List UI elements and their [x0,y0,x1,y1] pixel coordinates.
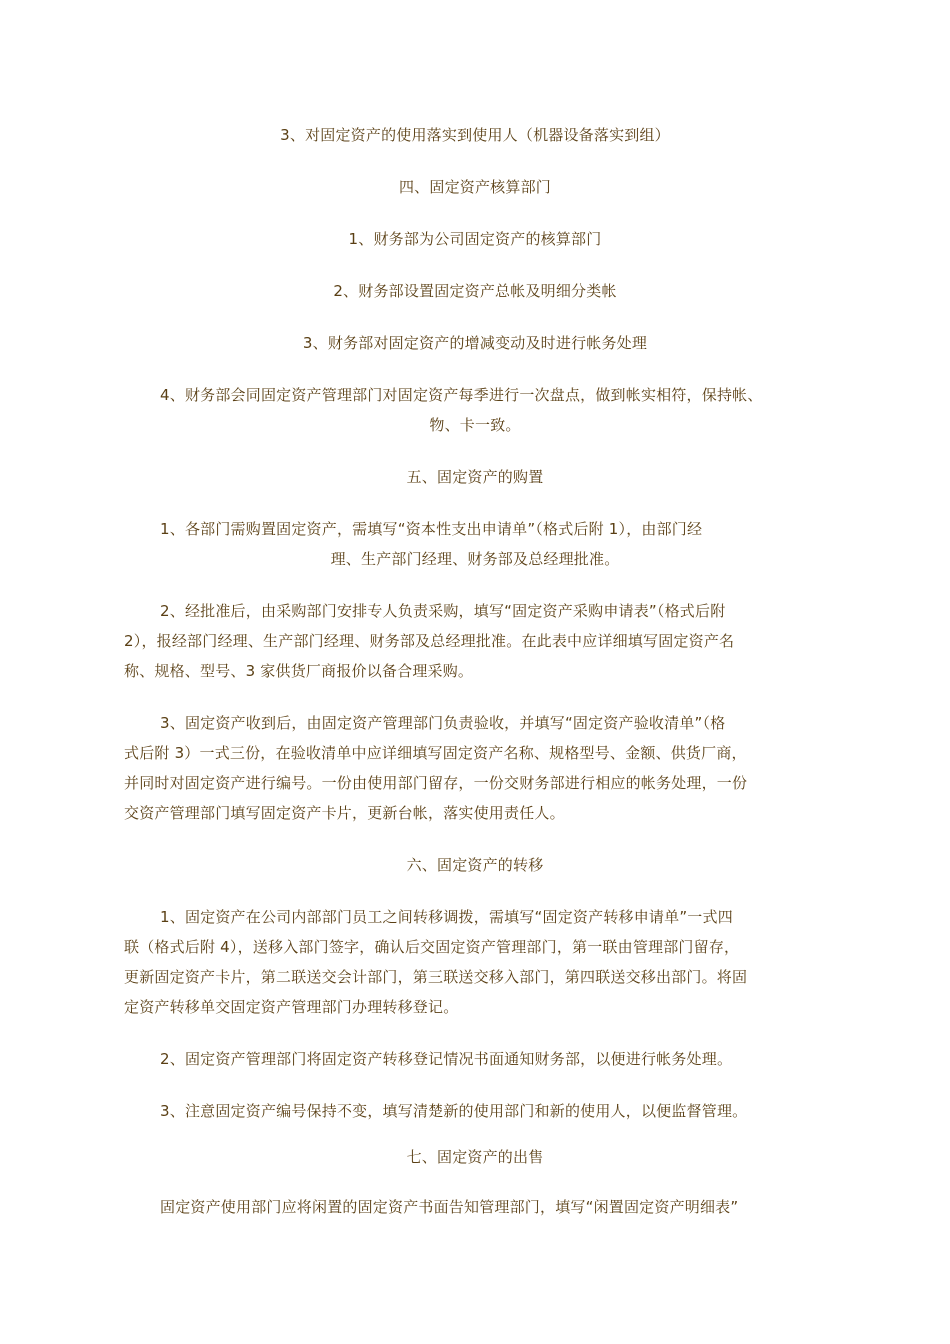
paragraph-line: 并同时对固定资产进行编号。一份由使用部门留存，一份交财务部进行相应的帐务处理，一份 [124,774,748,792]
section-heading: 七、固定资产的出售 [406,1148,544,1166]
section-heading: 五、固定资产的购置 [406,468,544,486]
paragraph-line: 理、生产部门经理、财务部及总经理批准。 [330,550,620,568]
paragraph-line: 2、财务部设置固定资产总帐及明细分类帐 [333,282,617,300]
paragraph-line: 3、注意固定资产编号保持不变，填写清楚新的使用部门和新的使用人，以便监督管理。 [160,1102,748,1120]
paragraph-line: 称、规格、型号、3 家供货厂商报价以备合理采购。 [124,662,474,680]
paragraph-line: 交资产管理部门填写固定资产卡片，更新台帐，落实使用责任人。 [124,804,565,822]
paragraph-line: 1、各部门需购置固定资产，需填写“资本性支出申请单”（格式后附 1），由部门经 [160,520,703,538]
section-heading: 六、固定资产的转移 [406,856,544,874]
paragraph-line: 3、固定资产收到后，由固定资产管理部门负责验收，并填写“固定资产验收清单”（格 [160,714,726,732]
paragraph-line: 2、固定资产管理部门将固定资产转移登记情况书面通知财务部，以便进行帐务处理。 [160,1050,733,1068]
paragraph-line: 2），报经部门经理、生产部门经理、财务部及总经理批准。在此表中应详细填写固定资产名 [124,632,735,650]
paragraph-line: 式后附 3）一式三份，在验收清单中应详细填写固定资产名称、规格型号、金额、供货厂商， [124,744,747,762]
paragraph-line: 3、财务部对固定资产的增减变动及时进行帐务处理 [302,334,648,352]
section-heading: 四、固定资产核算部门 [398,178,551,196]
paragraph-line: 固定资产使用部门应将闲置的固定资产书面告知管理部门，填写“闲置固定资产明细表” [160,1198,739,1216]
paragraph-line: 1、固定资产在公司内部部门员工之间转移调拨，需填写“固定资产转移申请单”一式四 [160,908,733,926]
paragraph-line: 联（格式后附 4），送移入部门签字，确认后交固定资产管理部门，第一联由管理部门留存， [124,938,740,956]
paragraph-line: 1、财务部为公司固定资产的核算部门 [348,230,602,248]
paragraph-line: 4、财务部会同固定资产管理部门对固定资产每季进行一次盘点，做到帐实相符，保持帐、 [160,386,763,404]
paragraph-line: 更新固定资产卡片，第二联送交会计部门，第三联送交移入部门，第四联送交移出部门。将固 [124,968,748,986]
paragraph-line: 定资产转移单交固定资产管理部门办理转移登记。 [124,998,459,1016]
paragraph-line: 2、经批准后，由采购部门安排专人负责采购，填写“固定资产采购申请表”（格式后附 [160,602,726,620]
paragraph-line: 3、对固定资产的使用落实到使用人（机器设备落实到组） [280,126,670,144]
paragraph-line: 物、卡一致。 [429,416,521,434]
